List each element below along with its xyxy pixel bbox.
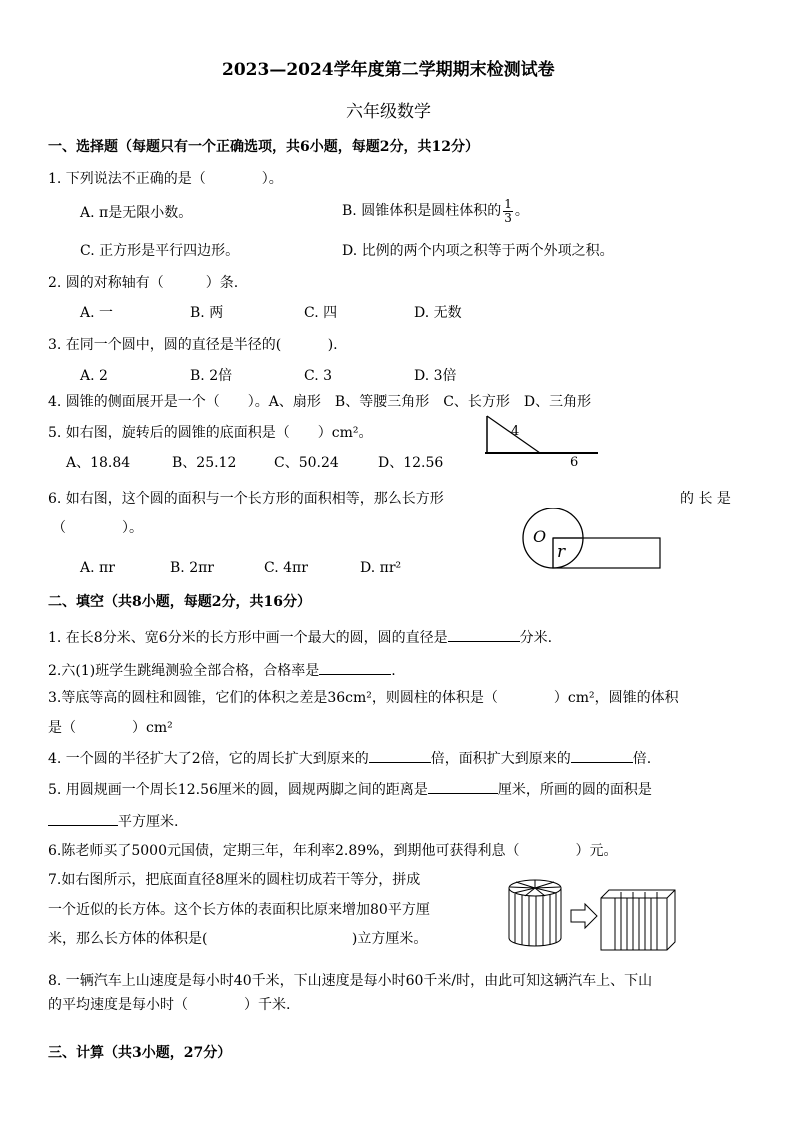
triangle-label-6: 6 [570,455,579,470]
exam-title: 2023—2024学年度第二学期期末检测试卷 [222,60,555,80]
fill-q7-line3: 米，那么长方体的体积是( )立方厘米。 [48,931,428,947]
q6-option-d: D. πr² [360,560,402,576]
q6-option-a: A. πr [80,560,115,576]
fill-q3-line1: 3.等底等高的圆柱和圆锥，它们的体积之差是36cm²，则圆柱的体积是（ ）cm²，圆锥的体积 [48,690,679,706]
cylinder-to-cuboid-figure [505,876,685,952]
q5-option-c: C、50.24 [274,455,339,471]
circle-center-label: O [533,527,547,546]
radius-label: r [557,542,566,562]
exam-subtitle: 六年级数学 [346,102,431,122]
fraction-one-third: $\frac{1}{3}$ [504,197,512,225]
q2-option-a: A. 一 [80,305,114,321]
q6-stem-line2: （ ）。 [52,520,143,536]
section-1-heading: 一、选择题（每题只有一个正确选项，共6小题，每题2分，共12分） [48,139,479,155]
section-2-heading: 二、填空（共8小题，每题2分，共16分） [48,594,311,610]
fill-q2: 2.六(1)班学生跳绳测验全部合格，合格率是 . [48,660,396,678]
fill-q3-line2: 是（ ）cm² [48,720,173,736]
fill-q1: 1. 在长8分米、宽6分米的长方形中画一个最大的圆，圆的直径是 分米. [48,627,552,645]
q3-option-c: C. 3 [304,368,333,384]
triangle-figure [480,410,605,470]
q1-option-a: A. π是无限小数。 [80,205,193,221]
fill-q8-line2: 的平均速度是每小时（ ）千米. [48,997,291,1013]
q3-option-b: B. 2倍 [190,368,233,384]
fill-q7-line1: 7.如右图所示，把底面直径8厘米的圆柱切成若干等分，拼成 [48,872,421,888]
q1-option-d: D. 比例的两个内项之积等于两个外项之积。 [342,243,614,259]
q6-option-b: B. 2πr [170,560,214,576]
q3-option-d: D. 3倍 [414,368,457,384]
q2-option-c: C. 四 [304,305,338,321]
section-3-heading: 三、计算（共3小题，27分） [48,1045,232,1061]
fill-q7-line2: 一个近似的长方体。这个长方体的表面积比原来增加80平方厘 [48,902,430,918]
q1-option-b: B. 圆锥体积是圆柱体积的 $\frac{1}{3}$ 。 [342,197,529,225]
fill-q4: 4. 一个圆的半径扩大了2倍，它的周长扩大到原来的 倍，面积扩大到原来的 倍. [48,748,651,766]
q3-option-a: A. 2 [80,368,108,384]
q1-option-c: C. 正方形是平行四边形。 [80,243,240,259]
fill-q8-line1: 8. 一辆汽车上山速度是每小时40千米，下山速度是每小时60千米/时，由此可知这辆汽车上、下山 [48,973,653,989]
q5-stem: 5. 如右图，旋转后的圆锥的底面积是（ ）cm²。 [48,425,373,441]
q5-option-a: A、18.84 [66,455,131,471]
fill-q5: 5. 用圆规画一个周长12.56厘米的圆，圆规两脚之间的距离是 厘米，所画的圆的面积是 [48,779,652,797]
q2-option-d: D. 无数 [414,305,462,321]
q6-option-c: C. 4πr [264,560,308,576]
q2-stem: 2. 圆的对称轴有（ ）条. [48,275,239,291]
q6-stem-end: 的 长 是 [680,491,731,507]
triangle-label-4: 4 [511,424,520,439]
fill-q6: 6.陈老师买了5000元国债，定期三年，年利率2.89%，到期他可获得利息（ ）元。 [48,843,618,859]
q4-stem: 4. 圆锥的侧面展开是一个（ ）。A、扇形 B、等腰三角形 C、长方形 D、三角形 [48,394,592,410]
q5-option-d: D、12.56 [378,455,444,471]
q1-stem: 1. 下列说法不正确的是（ ）。 [48,171,283,187]
fill-q5-line2: 平方厘米. [48,811,178,829]
q3-stem: 3. 在同一个圆中，圆的直径是半径的( ). [48,337,338,353]
q6-stem: 6. 如右图，这个圆的面积与一个长方形的面积相等，那么长方形 [48,491,444,507]
q2-option-b: B. 两 [190,305,224,321]
q5-option-b: B、25.12 [172,455,237,471]
